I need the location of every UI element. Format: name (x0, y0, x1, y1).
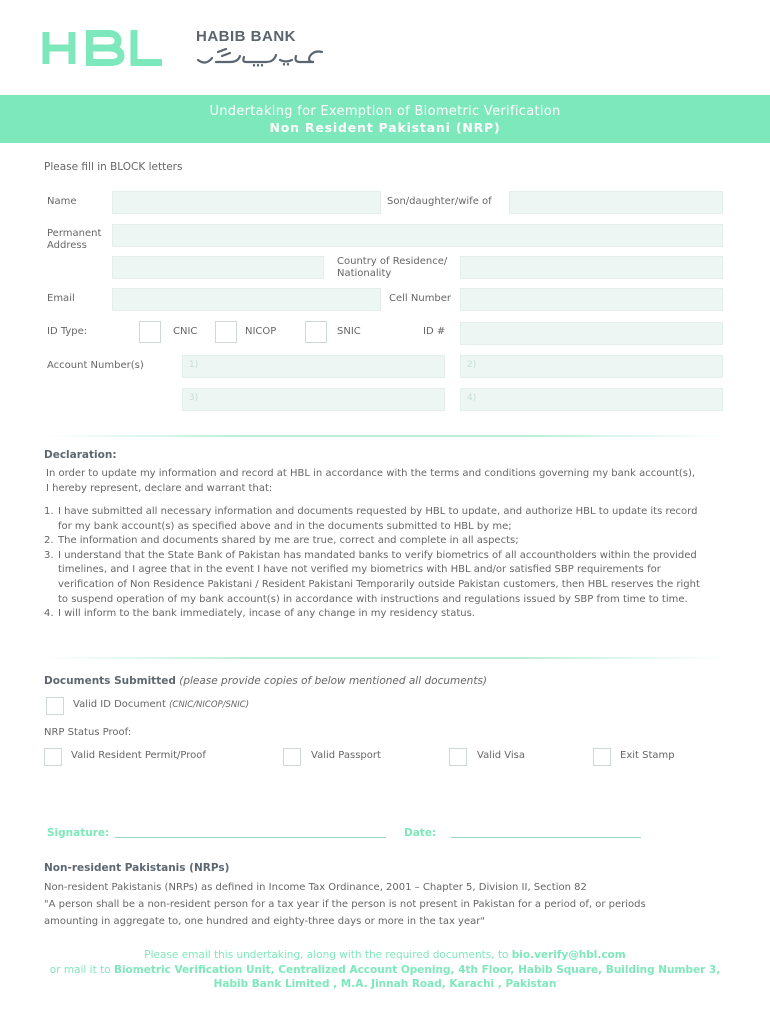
name-field[interactable] (112, 191, 381, 214)
declaration-item-4 (44, 607, 744, 622)
name-label: Name (47, 196, 77, 207)
nrp-definition-heading: Non-resident Pakistanis (NRPs) (44, 862, 230, 874)
signature-label: Signature: (47, 827, 110, 839)
documents-heading: Documents Submitted (44, 675, 176, 687)
declaration-item-1 (44, 505, 744, 534)
cnic-checkbox[interactable] (139, 321, 161, 343)
cnic-label: CNIC (173, 326, 198, 337)
cell-number-label: Cell Number (389, 293, 452, 304)
declaration-item-1-line-1: I have submitted all necessary information and documents requested by HBL to update, and authorize HBL to update its record (58, 506, 698, 517)
date-label: Date: (404, 827, 437, 839)
declaration-item-4-line-1: I will inform to the bank immediately, incase of any change in my residency status. (58, 608, 475, 620)
declaration-item-1-number: 1. (44, 506, 54, 517)
nrp-definition-text (44, 879, 744, 930)
declaration-item-4-number: 4. (44, 608, 54, 620)
resident-permit-label: Valid Resident Permit/Proof (71, 750, 206, 761)
block-letters-instruction: Please fill in BLOCK letters (44, 161, 183, 173)
nicop-checkbox[interactable] (215, 321, 237, 343)
declaration-intro-line-2: I hereby represent, declare and warrant that: (46, 482, 273, 494)
exit-stamp-label: Exit Stamp (620, 750, 675, 761)
form-title: Undertaking for Exemption of Biometric Verification (209, 104, 561, 119)
valid-id-row (73, 699, 249, 711)
visa-checkbox[interactable] (449, 748, 467, 766)
declaration-item-2-number: 2. (44, 535, 54, 547)
declaration-item-2 (44, 534, 744, 549)
declaration-item-2-line-1: The information and documents shared by me are true, correct and complete in all aspects; (58, 535, 519, 547)
address-field-line-2[interactable] (112, 256, 324, 279)
footer-contact (0, 948, 770, 992)
exit-stamp-checkbox[interactable] (593, 748, 611, 766)
cell-number-field[interactable] (460, 288, 723, 311)
passport-checkbox[interactable] (283, 748, 301, 766)
declaration-item-3 (44, 549, 744, 607)
son-daughter-wife-field[interactable] (509, 191, 723, 214)
footer-line-1 (0, 948, 770, 963)
nrp-definition-line-1: Non-resident Pakistanis (NRPs) as defined in Income Tax Ordinance, 2001 – Chapter 5, Division II, Section 82 (44, 882, 587, 893)
section-divider-2 (44, 657, 724, 659)
declaration-intro-line-1: In order to update my information and record at HBL in accordance with the terms and conditions governing my bank account(s), (46, 468, 696, 479)
documents-heading-note: (please provide copies of below mentioned all documents) (179, 675, 488, 687)
snic-label: SNIC (337, 326, 361, 337)
valid-id-checkbox[interactable] (46, 697, 64, 715)
address-label-line-2: Address (47, 240, 87, 251)
account-slot-1-label: 1) (189, 360, 199, 370)
declaration-heading: Declaration: (44, 449, 117, 461)
footer-address-line-2: Habib Bank Limited , M.A. Jinnah Road, Karachi , Pakistan (213, 978, 557, 990)
title-banner (0, 95, 770, 143)
nrp-definition-line-3: amounting in aggregate to, one hundred and eighty-three days or more in the tax year" (44, 916, 485, 927)
footer-mail-prefix: or mail it to (49, 963, 111, 976)
account-number-field-1[interactable] (182, 355, 445, 378)
id-type-label: ID Type: (47, 326, 88, 337)
snic-checkbox[interactable] (305, 321, 327, 343)
declaration-item-1-line-2: for my bank account(s) as specified above and in the documents submitted to HBL by me; (58, 520, 512, 532)
declaration-intro (46, 467, 736, 496)
email-field[interactable] (112, 288, 381, 311)
country-of-residence-field[interactable] (460, 256, 723, 279)
declaration-item-3-line-2: timelines, and I agree that in the event I have not verified my biometrics with HBL and/or satisfied SBP requirements for (58, 564, 661, 576)
id-number-field[interactable] (460, 322, 723, 345)
nicop-label: NICOP (245, 326, 277, 337)
declaration-item-3-line-4: to suspend operation of my bank account(s) in accordance with instructions and regulations issued by SBP from time to time. (58, 593, 688, 605)
country-label-line-2: Nationality (337, 268, 392, 279)
passport-label: Valid Passport (311, 750, 381, 761)
footer-address-line-1: Biometric Verification Unit, Centralized Account Opening, 4th Floor, Habib Square, Building Number 3, (113, 963, 721, 976)
son-daughter-wife-label: Son/daughter/wife of (387, 196, 492, 207)
nrp-definition-line-2: "A person shall be a non-resident person for a tax year if the person is not present in Pakistan for a period of, or periods (44, 899, 646, 910)
form-subtitle: Non Resident Pakistani (NRP) (269, 120, 501, 135)
section-divider (44, 435, 724, 437)
country-label-line-1: Country of Residence/ (337, 256, 448, 267)
account-slot-4-label: 4) (467, 393, 477, 403)
hbl-logo (42, 30, 162, 66)
account-number-field-3[interactable] (182, 388, 445, 411)
bank-name-english: HABIB BANK (196, 28, 296, 45)
valid-id-label: Valid ID Document (73, 699, 166, 710)
declaration-item-3-line-1: I understand that the State Bank of Pakistan has mandated banks to verify biometrics of all accountholders within the provided (58, 549, 697, 561)
id-number-label: ID # (423, 326, 446, 337)
declaration-item-3-number: 3. (44, 549, 54, 561)
footer-line-2 (0, 963, 770, 978)
nrp-status-proof-label: NRP Status Proof: (44, 727, 132, 738)
account-number-field-2[interactable] (460, 355, 723, 378)
footer-email-link[interactable]: bio.verify@hbl.com (511, 949, 626, 961)
visa-label: Valid Visa (477, 750, 526, 761)
account-numbers-label: Account Number(s) (47, 360, 144, 371)
footer-line-3 (0, 977, 770, 992)
documents-heading-row (44, 675, 487, 687)
bank-name-urdu-logo (196, 46, 324, 68)
account-slot-2-label: 2) (467, 360, 477, 370)
resident-permit-checkbox[interactable] (44, 748, 62, 766)
address-field-line-1[interactable] (112, 224, 723, 247)
email-label: Email (47, 293, 75, 304)
country-of-residence-label (337, 256, 447, 280)
account-slot-3-label: 3) (189, 393, 199, 403)
declaration-item-3-line-3: verification of Non Residence Pakistani / Resident Pakistani Temporarily outside Pakistan customers, then HBL reserves the right (58, 578, 700, 590)
footer-email-prefix: Please email this undertaking, along with the required documents, to (144, 949, 509, 961)
signature-line[interactable] (115, 826, 386, 838)
address-label-line-1: Permanent (47, 228, 102, 239)
permanent-address-label (47, 228, 101, 252)
date-line[interactable] (451, 826, 641, 838)
valid-id-note: (CNIC/NICOP/SNIC) (169, 700, 250, 710)
account-number-field-4[interactable] (460, 388, 723, 411)
declaration-list (44, 505, 744, 622)
